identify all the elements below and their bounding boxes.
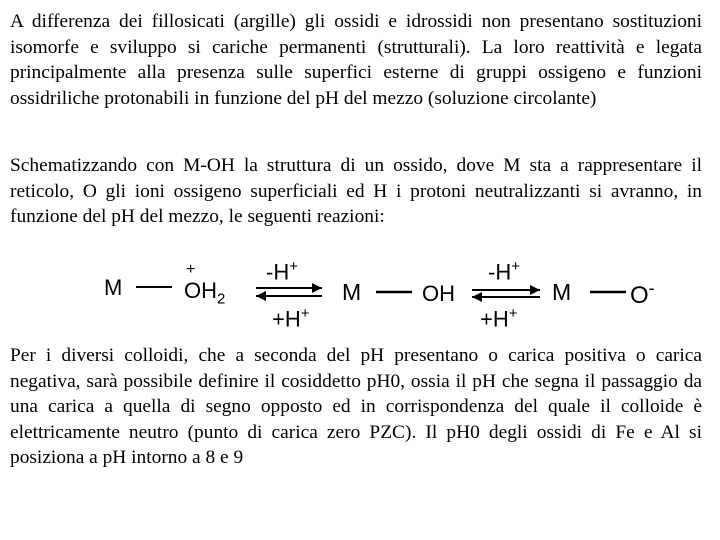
species-oh2: [184, 280, 225, 306]
species-oh2-base: OH: [184, 278, 217, 303]
species-o-minus: O-: [630, 278, 655, 309]
paragraph-schema: Schematizzando con M-OH la struttura di un ossido, dove M sta a rappresentare il reticolo, O gli ioni ossigeno superficiali ed H i protoni neutralizzanti si avranno, in funzione del pH del mezzo, le seguenti reazioni:: [10, 155, 702, 228]
arrow-1-bottom-label: +H+: [272, 305, 310, 332]
metal-label-3: M: [552, 279, 572, 305]
arrow-2-top-label: -H+: [488, 258, 520, 285]
paragraph-pzc: Per i diversi colloidi, che a seconda del pH presentano o carica positiva o carica negativa, sarà possibile definire il cosiddetto pH0, ossia il pH che segna il passaggio da una carica a quella di segno opposto ed in corrispondenza del quale il colloide è elettricamente neutro (punto di carica zero PZC). Il pH0 degli ossidi di Fe e Al si posiziona a pH intorno a 8 e 9: [10, 345, 702, 469]
charge-plus-1: +: [186, 261, 196, 278]
arrow-1-top-label: -H+: [266, 258, 298, 285]
metal-label-2: M: [342, 279, 362, 305]
paragraph-intro: A differenza dei fillosicati (argille) gli ossidi e idrossidi non presentano sostituzioni isomorfe e sviluppo si cariche permanenti (strutturali). La loro reattività e legata principalmente alla presenza sulle superfici esterne di gruppi ossigeno e funzioni ossidriliche protonabili in funzione del pH del mezzo (soluzione circolante): [10, 11, 702, 109]
species-oh2-sub: 2: [217, 290, 226, 308]
arrow-backward-2-head: [472, 292, 482, 302]
arrow-forward-2-head: [530, 285, 540, 295]
arrow-2-bottom-label: +H+: [480, 305, 518, 332]
species-oh: OH: [422, 281, 455, 306]
arrow-forward-1-head: [312, 283, 322, 293]
reaction-scheme: [0, 250, 720, 336]
metal-label-1: M: [104, 275, 123, 300]
arrow-backward-1-head: [256, 291, 266, 301]
